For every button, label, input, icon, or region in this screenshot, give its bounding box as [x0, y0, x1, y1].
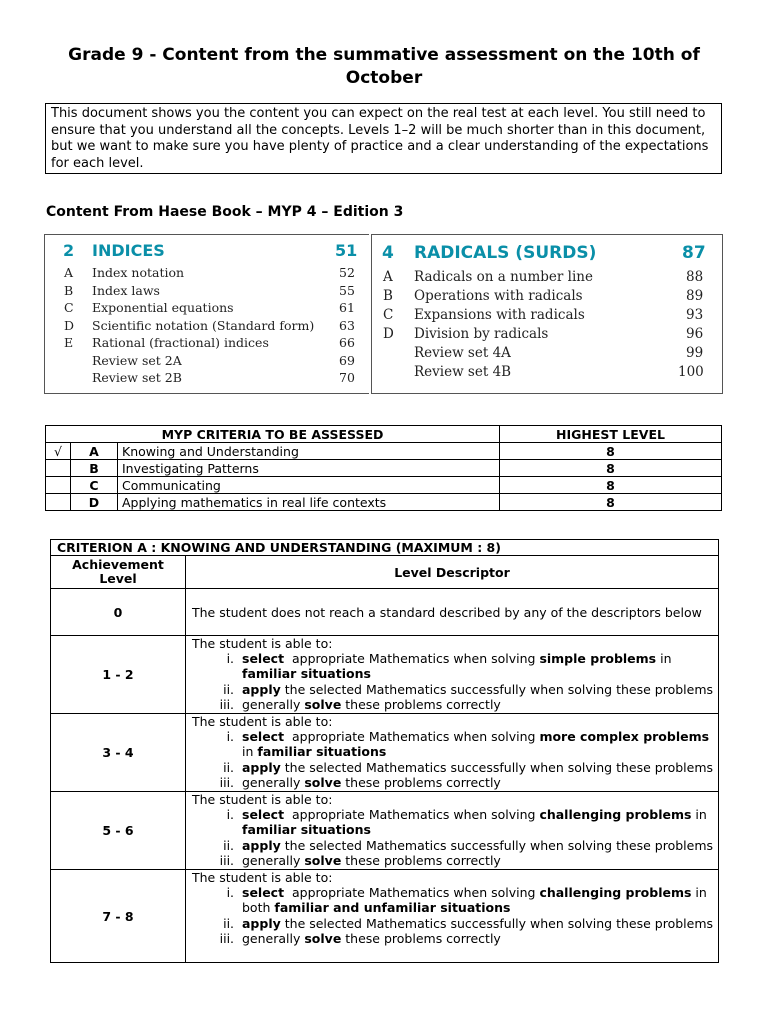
- table-row: [51, 589, 719, 636]
- toc-chapter-title: RADICALS (SURDS): [414, 243, 597, 263]
- criterion-name: Investigating Patterns: [118, 460, 500, 477]
- toc-radicals: 4 RADICALS (SURDS) 87 A Radicals on a number line 88 B Operations with radicals 89 C Expansions with radicals 93 D Division by radicals 96 Review set 4A 99 Review set 4B 100: [371, 234, 723, 394]
- document-title: Grade 9 - Content from the summative assessment on the 10th of October: [68, 45, 700, 88]
- check-mark: [46, 477, 71, 494]
- table-row: [51, 636, 719, 714]
- toc-indices: 2 INDICES 51 A Index notation 52 B Index laws 55 C Exponential equations 61 D Scientific notation (Standard form) 63 E Rational (fractional) indices 66 Review set 2A 69 Review set 2B 70: [44, 234, 369, 394]
- table-row: [46, 494, 722, 511]
- toc-chapter-number: 4: [382, 243, 394, 263]
- criterion-name: Applying mathematics in real life contexts: [118, 494, 500, 511]
- descriptor-list: [192, 729, 718, 790]
- check-mark: [46, 460, 71, 477]
- level-value: 1 - 2: [51, 636, 186, 714]
- table-row: [46, 460, 722, 477]
- descriptor-item: ii. apply the selected Mathematics successfully when solving these problems: [238, 760, 718, 775]
- descriptor-item: ii. apply the selected Mathematics successfully when solving these problems: [238, 682, 718, 697]
- descriptor-item: i. select appropriate Mathematics when solving simple problems in familiar situations: [238, 651, 718, 681]
- descriptor-list: [192, 651, 718, 712]
- descriptor-list: [192, 885, 718, 946]
- descriptor-item: i. select appropriate Mathematics when solving challenging problems in both familiar and unfamiliar situations: [238, 885, 718, 915]
- table-row: [51, 870, 719, 963]
- intro-box: This document shows you the content you can expect on the real test at each level. You still need to ensure that you understand all the concepts. Levels 1–2 will be much shorter than in this document, but we want to make sure you have plenty of practice and a clear understanding of the expectations for each level.: [45, 103, 722, 174]
- descriptor-intro: The student is able to:: [192, 714, 333, 729]
- toc-chapter-page: 51: [335, 241, 358, 260]
- table-row: [51, 714, 719, 792]
- check-mark: √: [46, 443, 71, 460]
- table-header-row: [46, 426, 722, 443]
- toc-chapter-page: 87: [682, 243, 706, 263]
- descriptor-item: iii. generally solve these problems correctly: [238, 697, 718, 712]
- criterion-letter: B: [71, 460, 118, 477]
- descriptor-intro: The student is able to:: [192, 636, 333, 651]
- criterion-letter: A: [71, 443, 118, 460]
- table-row: [51, 792, 719, 870]
- level-value: 7 - 8: [51, 870, 186, 963]
- table-row: [46, 477, 722, 494]
- level-value: 5 - 6: [51, 792, 186, 870]
- table-header-row: [51, 556, 719, 589]
- criteria-header: MYP CRITERIA TO BE ASSESSED: [46, 426, 500, 443]
- descriptor-item: iii. generally solve these problems correctly: [238, 853, 718, 868]
- table-title-row: [51, 540, 719, 556]
- achievement-level-header: Achievement Level: [51, 556, 186, 589]
- criterion-name: Communicating: [118, 477, 500, 494]
- toc-chapter-title: INDICES: [92, 241, 165, 260]
- descriptor-item: ii. apply the selected Mathematics successfully when solving these problems: [238, 838, 718, 853]
- criterion-name: Knowing and Understanding: [118, 443, 500, 460]
- level-descriptor: [186, 792, 719, 870]
- level-value: 3 - 4: [51, 714, 186, 792]
- descriptor-intro: The student is able to:: [192, 870, 333, 885]
- book-heading: Content From Haese Book – MYP 4 – Edition 3: [46, 204, 404, 220]
- criterion-level: 8: [500, 460, 722, 477]
- level-descriptor: [186, 714, 719, 792]
- descriptor-intro: The student is able to:: [192, 792, 333, 807]
- check-mark: [46, 494, 71, 511]
- table-row: [46, 443, 722, 460]
- level-descriptor: The student does not reach a standard described by any of the descriptors below: [186, 589, 719, 636]
- criterion-level: 8: [500, 477, 722, 494]
- level-descriptor-header: Level Descriptor: [186, 556, 719, 589]
- descriptor-item: iii. generally solve these problems correctly: [238, 931, 718, 946]
- toc-chapter-number: 2: [63, 241, 75, 260]
- descriptor-item: i. select appropriate Mathematics when solving challenging problems in familiar situations: [238, 807, 718, 837]
- descriptor-list: [192, 807, 718, 868]
- criterion-level: 8: [500, 494, 722, 511]
- descriptor-item: iii. generally solve these problems correctly: [238, 775, 718, 790]
- descriptor-item: ii. apply the selected Mathematics successfully when solving these problems: [238, 916, 718, 931]
- level-value: 0: [51, 589, 186, 636]
- criterion-level: 8: [500, 443, 722, 460]
- level-descriptor: [186, 636, 719, 714]
- level-descriptor: [186, 870, 719, 963]
- criterion-letter: C: [71, 477, 118, 494]
- criterion-a-table: [50, 539, 719, 963]
- descriptor-item: i. select appropriate Mathematics when solving more complex problems in familiar situations: [238, 729, 718, 759]
- criterion-a-title: CRITERION A : KNOWING AND UNDERSTANDING (MAXIMUM : 8): [51, 540, 719, 556]
- level-header: HIGHEST LEVEL: [500, 426, 722, 443]
- criteria-table: [45, 425, 722, 511]
- criterion-letter: D: [71, 494, 118, 511]
